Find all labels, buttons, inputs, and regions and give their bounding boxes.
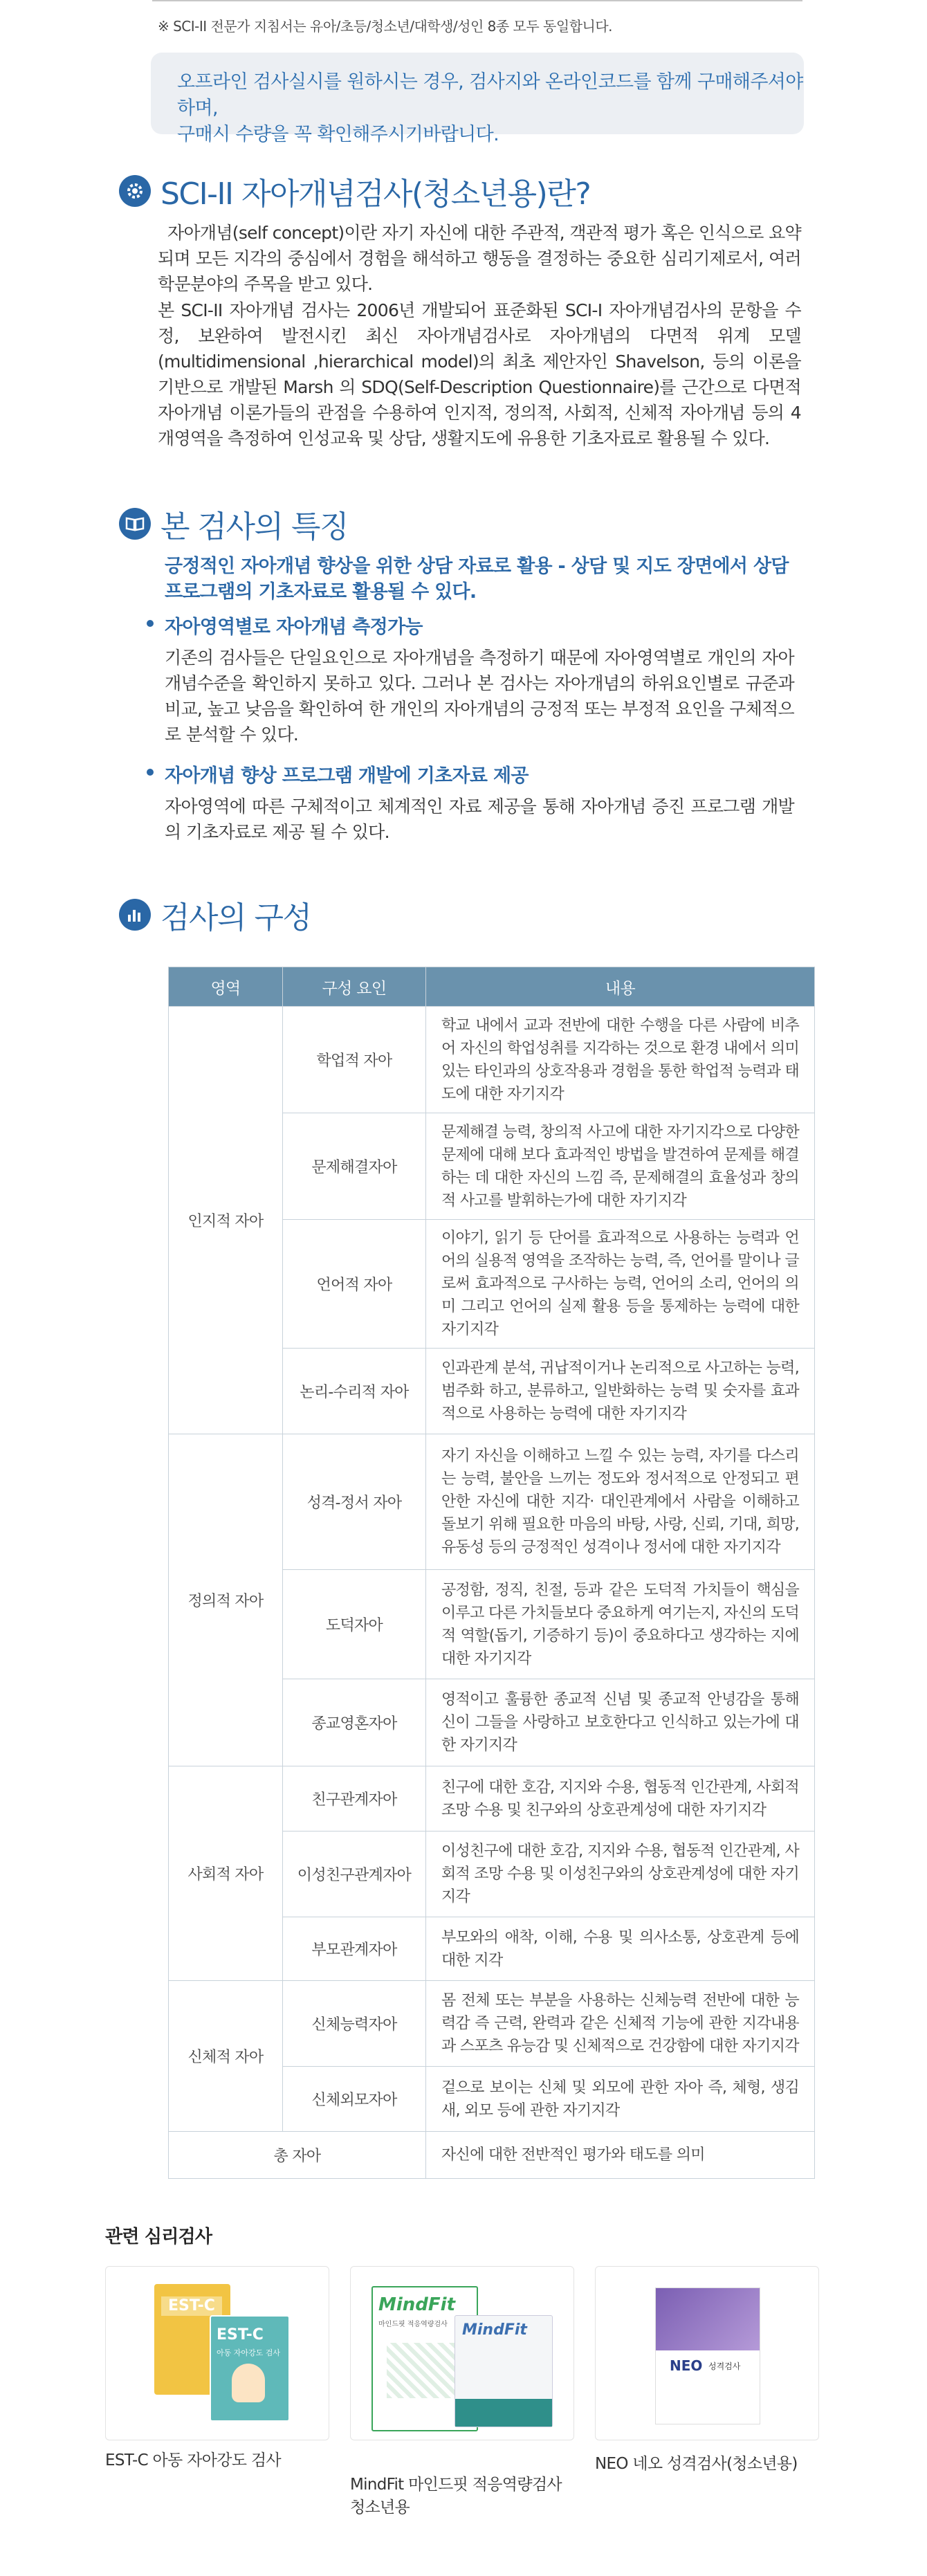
features-title: 본 검사의 특징 — [160, 509, 348, 545]
table-row — [169, 1007, 815, 1113]
book-cover-front — [210, 2315, 290, 2422]
domain-social: 사회적 자아 — [169, 1766, 283, 1981]
total-label: 총 자아 — [169, 2132, 426, 2179]
guide-note: ※ SCI-II 전문가 지침서는 유아/초등/청소년/대학생/성인 8종 모두 동일합니다. — [158, 18, 613, 35]
book-icon — [119, 508, 151, 540]
header-factor: 구성 요인 — [283, 967, 426, 1007]
content-cell: 친구에 대한 호감, 지지와 수용, 협동적 인간관계, 사회적 조망 수용 및 친구와의 상호관계성에 대한 자기지각 — [426, 1766, 815, 1831]
domain-physical: 신체적 자아 — [169, 1981, 283, 2132]
bullet-dot — [147, 620, 154, 627]
cover-subtitle: 성격검사 — [708, 2362, 741, 2371]
cover-pattern — [656, 2288, 760, 2350]
related-card-neo[interactable] — [595, 2266, 819, 2440]
content-cell: 몸 전체 또는 부분을 사용하는 신체능력 전반에 대한 능력감 즉 근력, 완력과 같은 신체적 기능에 관한 지각내용과 스포츠 유능감 및 신체적으로 건강함에 대한 자기지각 — [426, 1981, 815, 2067]
feature-bullet-1 — [165, 612, 423, 639]
content-cell: 문제해결 능력, 창의적 사고에 대한 자기지각으로 다양한 문제에 대해 보다 효과적인 방법을 발견하여 문제를 해결하는 데 대한 자신의 느낌 즉, 문제해결의 효율성과 창의적 사고를 발휘하는가에 대한 자기지각 — [426, 1113, 815, 1220]
content-cell: 이야기, 읽기 등 단어를 효과적으로 사용하는 능력과 언어의 실용적 영역을 조작하는 능력, 즉, 언어를 말이나 글로써 효과적으로 구사하는 능력, 언어의 소리, 언어의 의미 그리고 언어의 실제 활용 등을 통제하는 능력에 대한 자기지각 — [426, 1220, 815, 1349]
factor-cell: 종교영혼자아 — [283, 1679, 426, 1766]
feature-1-title: 자아영역별로 자아개념 측정가능 — [165, 616, 423, 638]
content-cell: 영적이고 훌륭한 종교적 신념 및 종교적 안녕감을 통해 신이 그들을 사랑하고 보호한다고 인식하고 있는가에 대한 자기지각 — [426, 1679, 815, 1766]
related-card-label[interactable]: NEO 네오 성격검사(청소년용) — [595, 2455, 798, 2473]
related-card-mindfit[interactable] — [350, 2266, 574, 2440]
domain-cognitive: 인지적 자아 — [169, 1007, 283, 1434]
cover-subtitle: 마인드핏 적응역량검사 — [378, 2321, 448, 2328]
content-cell: 겉으로 보이는 신체 및 외모에 관한 자아 즉, 체형, 생김새, 외모 등에 관한 자기지각 — [426, 2067, 815, 2132]
table-header-row — [169, 967, 815, 1007]
cover-title: MindFit — [378, 2294, 456, 2315]
header-content: 내용 — [426, 967, 815, 1007]
intro-paragraph-1: 자아개념(self concept)이란 자기 자신에 대한 주관적, 객관적 평가 혹은 인식으로 요약되며 모든 지각의 중심에서 경험을 해석하고 행동을 결정하는 중요한 심리기제로서, 여러 학문분야의 주목을 받고 있다. — [158, 223, 801, 294]
content-cell: 이성친구에 대한 호감, 지지와 수용, 협동적 인간관계, 사회적 조망 수용 및 이성친구와의 상호관계성에 대한 자기지각 — [426, 1831, 815, 1917]
top-divider — [152, 0, 802, 1]
table-row — [169, 1981, 815, 2067]
factor-cell: 이성친구관계자아 — [283, 1831, 426, 1917]
feature-2-title: 자아개념 향상 프로그램 개발에 기초자료 제공 — [165, 765, 529, 787]
cover-title-front: MindFit — [462, 2321, 527, 2339]
table-row — [169, 1434, 815, 1570]
book-cover — [655, 2287, 760, 2424]
cover-band — [455, 2399, 552, 2427]
composition-heading — [119, 893, 311, 937]
intro-paragraph-2: 본 SCI-II 자아개념 검사는 2006년 개발되어 표준화된 SCI-I 자아개념검사의 문항을 수정, 보완하여 발전시킨 최신 자아개념검사로 자아개념의 다면적 위계 모델(multidimensional ,hierarchical model)의 최초 제안자인 Shavelson, 등의 이론을 기반으로 개발된 Marsh 의 SDQ(Self-Description Questionnaire)를 근간으로 다면적 자아개념 이론가들의 관점을 수용하여 인지적, 정의적, 사회적, 신체적 자아개념 등의 4개영역을 측정하여 인성교육 및 상담, 생활지도에 유용한 기초자료로 활용될 수 있다. — [158, 300, 801, 448]
notice-line-1: 오프라인 검사실시를 원하시는 경우, 검사지와 온라인코드를 함께 구매해주셔야 하며, — [177, 71, 803, 119]
child-illustration — [232, 2364, 265, 2402]
intro-title: SCI-II 자아개념검사(청소년용)란? — [160, 176, 591, 212]
cover-title-front: EST-C — [217, 2326, 264, 2344]
cover-title: NEO — [670, 2357, 703, 2374]
factor-cell: 부모관계자아 — [283, 1917, 426, 1981]
factor-cell: 신체능력자아 — [283, 1981, 426, 2067]
feature-1-text: 기존의 검사들은 단일요인으로 자아개념을 측정하기 때문에 자아영역별로 개인의 자아개념수준을 확인하지 못하고 있다. 그러나 본 검사는 자아개념의 하위요인별로 규준과 비교, 높고 낮음을 확인하여 한 개인의 자아개념의 긍정적 또는 부정적 요인을 구체적으로 분석할 수 있다. — [165, 648, 794, 745]
cover-pattern — [387, 2343, 456, 2398]
table-row — [169, 1766, 815, 1831]
composition-title: 검사의 구성 — [160, 900, 311, 935]
purchase-notice — [151, 53, 804, 145]
content-cell: 인과관계 분석, 귀납적이거나 논리적으로 사고하는 능력, 범주화 하고, 분류하고, 일반화하는 능력 및 숫자를 효과적으로 사용하는 능력에 대한 자기지각 — [426, 1349, 815, 1434]
book-cover-front — [455, 2315, 553, 2427]
factor-cell: 언어적 자아 — [283, 1220, 426, 1349]
factor-cell: 논리-수리적 자아 — [283, 1349, 426, 1434]
factor-cell: 신체외모자아 — [283, 2067, 426, 2132]
related-card-label[interactable]: EST-C 아동 자아강도 검사 — [105, 2451, 281, 2469]
feature-2-text: 자아영역에 따른 구체적이고 체계적인 자료 제공을 통해 자아개념 증진 프로그램 개발의 기초자료로 제공 될 수 있다. — [165, 796, 794, 842]
bullet-dot — [147, 769, 154, 776]
related-card-est-c[interactable] — [105, 2266, 329, 2440]
table-row-total — [169, 2132, 815, 2179]
cover-title: EST-C — [161, 2296, 222, 2316]
factor-cell: 학업적 자아 — [283, 1007, 426, 1113]
related-card-label[interactable]: MindFit 마인드핏 적응역량검사 청소년용 — [350, 2476, 562, 2516]
intro-heading — [119, 169, 590, 213]
cover-subtitle: 아동 자아강도 검사 — [217, 2348, 281, 2357]
notice-line-2: 구매시 수량을 꼭 확인해주시기바랍니다. — [177, 124, 499, 145]
domain-affective: 정의적 자아 — [169, 1434, 283, 1766]
related-title: 관련 심리검사 — [105, 2227, 212, 2247]
bar-chart-icon — [119, 899, 151, 931]
content-cell: 부모와의 애착, 이해, 수용 및 의사소통, 상호관계 등에 대한 지각 — [426, 1917, 815, 1981]
factor-cell: 친구관계자아 — [283, 1766, 426, 1831]
gear-icon — [119, 175, 151, 207]
composition-table — [168, 967, 815, 2179]
total-content: 자신에 대한 전반적인 평가와 태도를 의미 — [426, 2132, 815, 2179]
features-lead: 긍정적인 자아개념 향상을 위한 상담 자료로 활용 - 상담 및 지도 장면에서 상담 프로그램의 기초자료로 활용될 수 있다. — [165, 556, 789, 603]
content-cell: 공정함, 정직, 친절, 등과 같은 도덕적 가치들이 핵심을 이루고 다른 가치들보다 중요하게 여기는지, 자신의 도덕적 역할(돕기, 기증하기 등)이 중요하다고 생각하는 지에 대한 자기지각 — [426, 1570, 815, 1679]
feature-bullet-2 — [165, 760, 529, 787]
factor-cell: 문제해결자아 — [283, 1113, 426, 1220]
header-domain: 영역 — [169, 967, 283, 1007]
content-cell: 학교 내에서 교과 전반에 대한 수행을 다른 사람에 비추어 자신의 학업성취를 지각하는 것으로 환경 내에서 의미있는 타인과의 상호작용과 경험을 통한 학업적 능력과 태도에 대한 자기지각 — [426, 1007, 815, 1113]
content-cell: 자기 자신을 이해하고 느낄 수 있는 능력, 자기를 다스리는 능력, 불안을 느끼는 정도와 정서적으로 안정되고 편안한 자신에 대한 지각· 대인관계에서 사람을 이해하고 돌보기 위해 필요한 마음의 바탕, 사랑, 신뢰, 기대, 희망, 유동성 등의 긍정적인 성격이나 정서에 대한 자기지각 — [426, 1434, 815, 1570]
features-heading — [119, 502, 348, 546]
factor-cell: 성격-정서 자아 — [283, 1434, 426, 1570]
factor-cell: 도덕자아 — [283, 1570, 426, 1679]
